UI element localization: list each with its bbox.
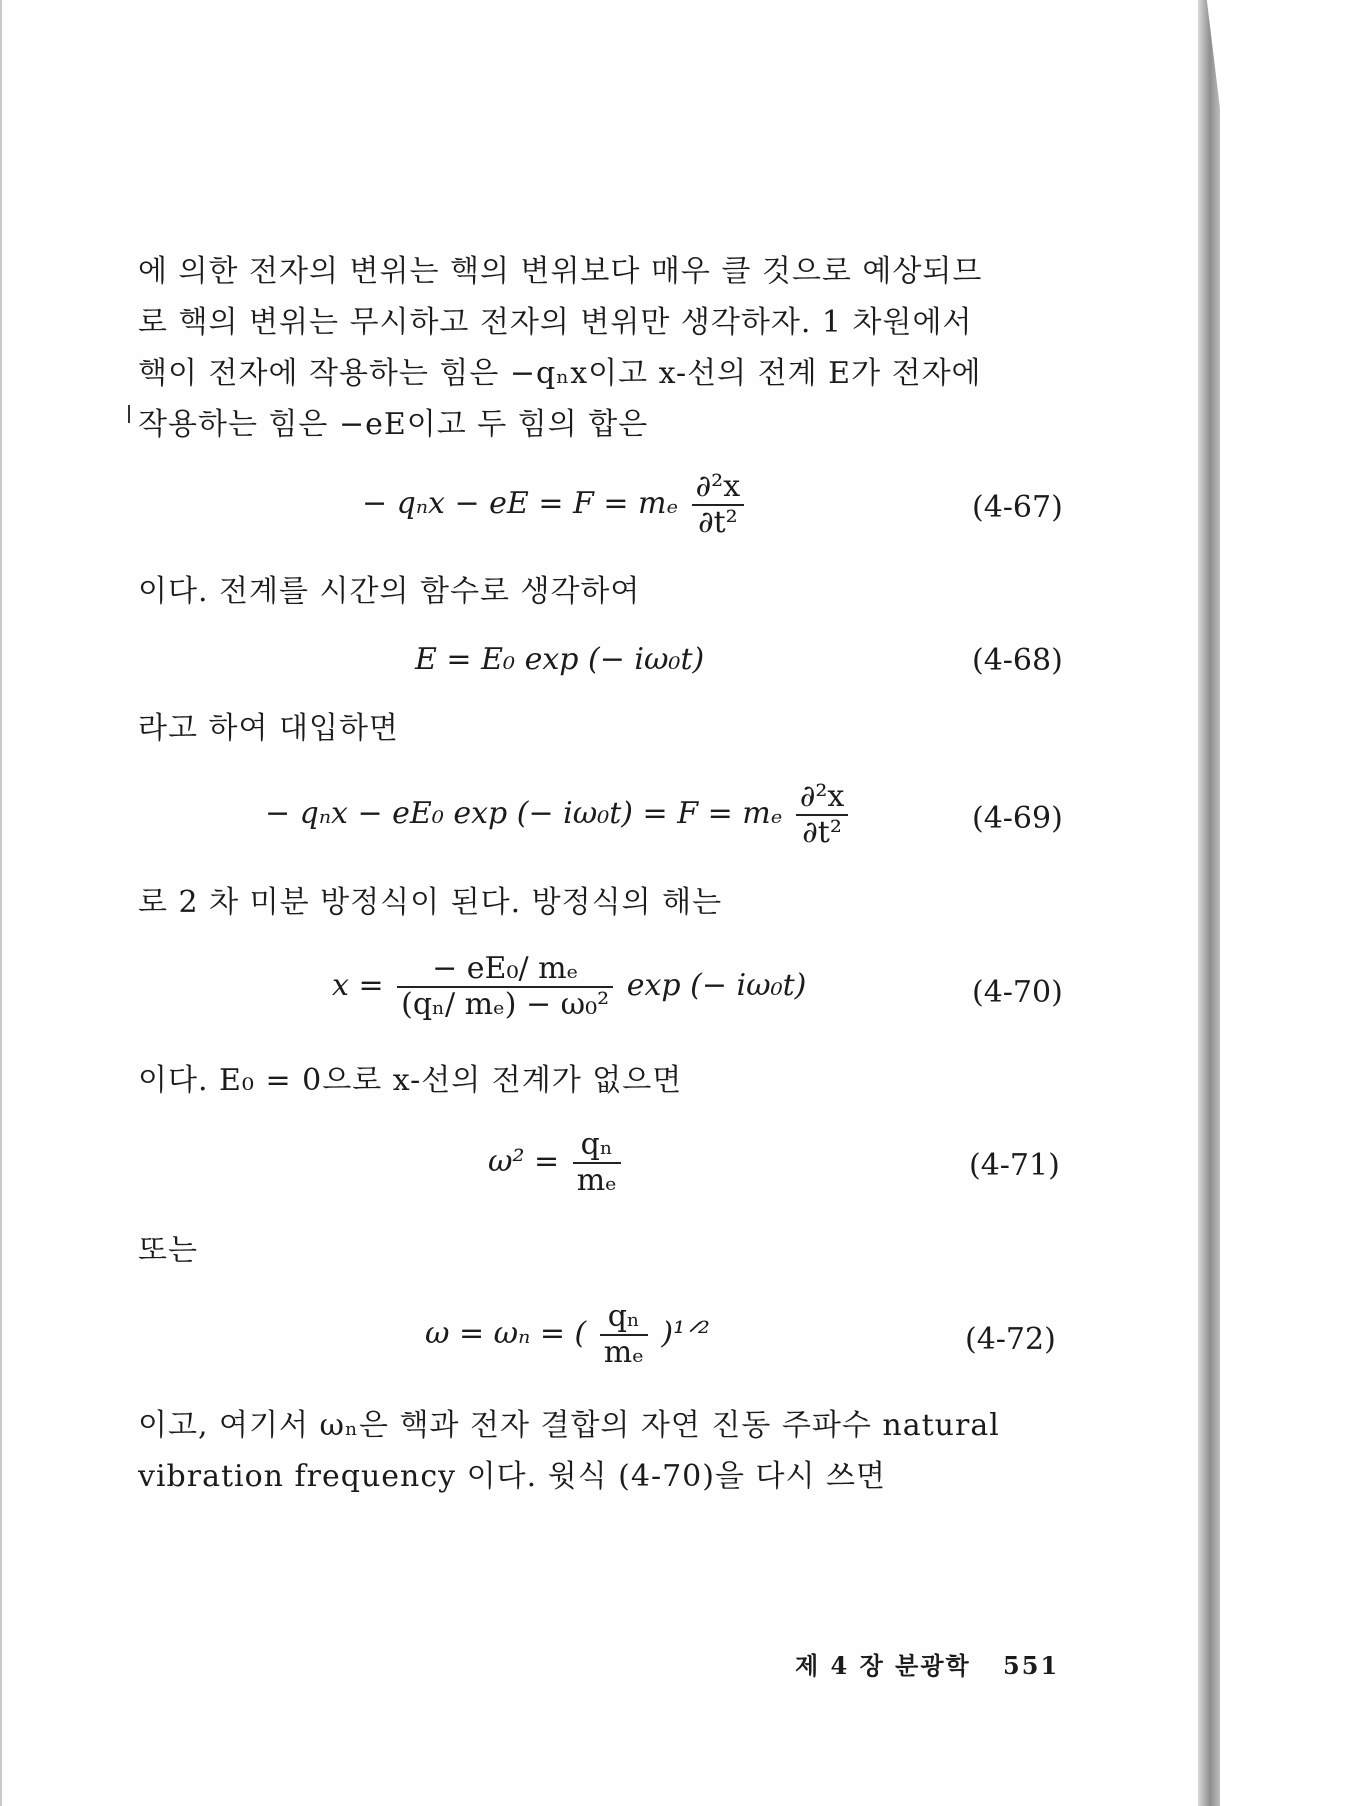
text-line: 에 의한 전자의 변위는 핵의 변위보다 매우 클 것으로 예상되므 <box>138 254 983 289</box>
fraction <box>796 780 848 850</box>
paragraph-5 <box>138 1055 1060 1106</box>
equation-number: (4-71) <box>969 1148 1060 1183</box>
equation-4-68 <box>415 642 704 677</box>
equation-lhs: ω² = <box>488 1144 560 1179</box>
text-line: 작용하는 힘은 −eE이고 두 힘의 합은 <box>138 407 649 442</box>
equation-4-67 <box>362 470 748 540</box>
fraction-denominator: mₑ <box>603 1335 644 1370</box>
fraction-numerator: ∂²x <box>692 470 744 506</box>
fraction-denominator: ∂t² <box>802 815 842 850</box>
page-edge-shadow <box>1198 0 1220 1806</box>
text-line: vibration frequency 이다. 윗식 (4-70)을 다시 쓰면 <box>138 1459 886 1494</box>
paragraph-7 <box>138 1400 1060 1502</box>
text-line: 핵이 전자에 작용하는 힘은 −qₙx이고 x-선의 전계 E가 전자에 <box>138 356 982 391</box>
equation-number: (4-69) <box>972 801 1063 836</box>
page-number: 551 <box>1003 1651 1060 1680</box>
equation-rhs: )¹ᐟ² <box>661 1316 710 1351</box>
margin-mark <box>128 405 130 423</box>
fraction-numerator: ∂²x <box>796 780 848 816</box>
text-line: 이다. 전계를 시간의 함수로 생각하여 <box>138 574 641 609</box>
fraction <box>573 1128 621 1198</box>
equation-number: (4-72) <box>965 1322 1056 1357</box>
text-line: 이다. E₀ = 0으로 x-선의 전계가 없으면 <box>138 1063 683 1098</box>
equation-expression: E = E₀ exp (− iω₀t) <box>415 642 705 677</box>
equation-number: (4-68) <box>972 643 1063 678</box>
fraction <box>397 952 613 1022</box>
equation-number: (4-67) <box>972 490 1063 525</box>
background-margin <box>1220 0 1346 1806</box>
text-line: 이고, 여기서 ωₙ은 핵과 전자 결합의 자연 진동 주파수 natural <box>138 1408 1000 1443</box>
equation-number: (4-70) <box>972 975 1063 1010</box>
paragraph-6 <box>138 1225 1060 1276</box>
text-line: 로 2 차 미분 방정식이 된다. 방정식의 해는 <box>138 885 723 920</box>
paragraph-intro <box>138 246 1060 450</box>
fraction-denominator: (qₙ/ mₑ) − ω₀² <box>401 987 610 1022</box>
fraction-numerator: qₙ <box>600 1300 648 1336</box>
paragraph-3 <box>138 703 1060 754</box>
equation-4-72 <box>425 1300 710 1370</box>
chapter-title: 제 4 장 분광학 <box>795 1651 971 1680</box>
paragraph-2 <box>138 566 1060 617</box>
equation-lhs: ω = ωₙ = ( <box>425 1316 587 1351</box>
equation-4-70 <box>332 952 806 1022</box>
text-line: 로 핵의 변위는 무시하고 전자의 변위만 생각하자. 1 차원에서 <box>138 305 973 340</box>
equation-lhs: − qₙx − eE = F = mₑ <box>362 486 679 521</box>
page-footer <box>795 1646 1059 1681</box>
fraction <box>692 470 744 540</box>
fraction-denominator: mₑ <box>576 1163 617 1198</box>
paragraph-4 <box>138 877 1060 928</box>
fraction <box>600 1300 648 1370</box>
fraction-denominator: ∂t² <box>698 505 738 540</box>
text-line: 라고 하여 대입하면 <box>138 711 399 746</box>
text-line: 또는 <box>138 1233 198 1268</box>
fraction-numerator: − eE₀/ mₑ <box>397 952 613 988</box>
fraction-numerator: qₙ <box>573 1128 621 1164</box>
equation-lhs: − qₙx − eE₀ exp (− iω₀t) = F = mₑ <box>265 796 783 831</box>
equation-lhs: x = <box>332 968 384 1003</box>
equation-4-71 <box>488 1128 625 1198</box>
equation-rhs: exp (− iω₀t) <box>626 968 807 1003</box>
equation-4-69 <box>265 780 852 850</box>
